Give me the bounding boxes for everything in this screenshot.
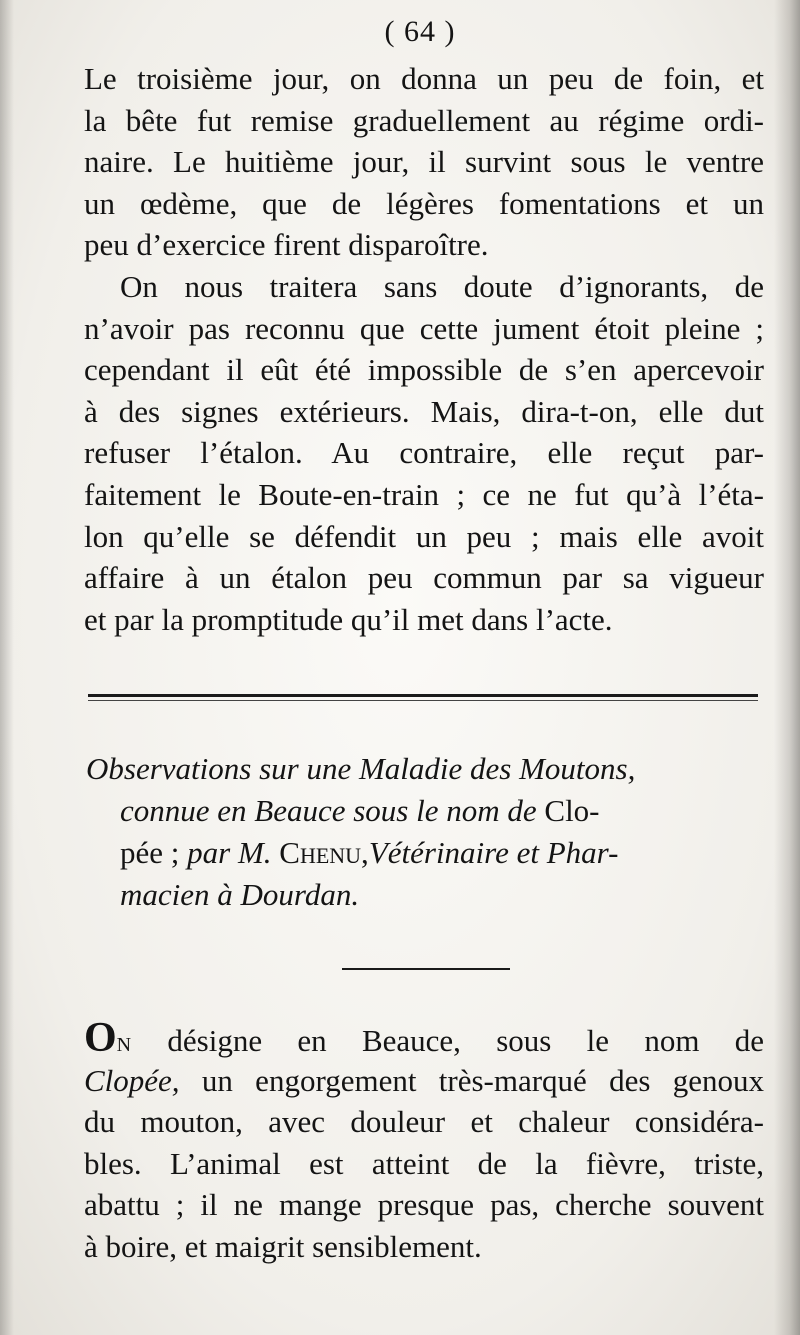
heading-line-3 — [86, 832, 766, 874]
heading-line-1 — [86, 748, 766, 790]
paragraph-3-line: du mouton, avec douleur et chaleur considéra- — [84, 1104, 764, 1140]
paragraph-3-text: un engorgement très-marqué des genoux — [201, 1062, 764, 1098]
heading-title-text: Observations sur une Maladie des Moutons, — [86, 751, 636, 786]
drop-cap-rest: N — [116, 1034, 133, 1056]
page-number: ( 64 ) — [384, 15, 456, 48]
paragraph-2-line: refuser l’étalon. Au contraire, elle reçut par- — [84, 435, 764, 471]
heading-text-italic: connue en Beauce sous le nom de — [120, 793, 537, 828]
page-right-shadow — [774, 0, 800, 1335]
paragraph-3-line — [84, 1015, 764, 1061]
paragraph-1-line: peu d’exercice firent disparoître. — [84, 227, 489, 263]
paragraph-1-line: la bête fut remise graduellement au régime ordi- — [84, 102, 764, 138]
page-left-shadow — [0, 0, 14, 1335]
paragraph-3 — [84, 1015, 764, 1268]
paragraph-1 — [84, 58, 764, 266]
heading-text-roman: pée ; — [120, 835, 180, 870]
paragraph-2-line: à des signes extérieurs. Mais, dira-t-on, elle dut — [84, 393, 764, 429]
heading-line-4 — [86, 874, 766, 916]
paragraph-3-line — [84, 1060, 764, 1102]
paragraph-3-text: désigne en Beauce, sous le nom de — [167, 1023, 764, 1058]
paragraph-2-line: faitement le Boute-en-train ; ce ne fut qu’à l’éta- — [84, 476, 764, 512]
heading-text-italic: Vétérinaire et Phar- — [368, 835, 619, 870]
section-divider-thin — [88, 700, 758, 701]
paragraph-3-line: abattu ; il ne mange presque pas, cherche souvent — [84, 1187, 764, 1223]
heading-underline — [342, 968, 510, 970]
paragraph-2 — [84, 266, 764, 640]
heading-text-italic: par M. — [187, 835, 272, 870]
heading-text-italic: macien à Dourdan. — [120, 877, 360, 912]
paragraph-2-line: lon qu’elle se défendit un peu ; mais elle avoit — [84, 518, 764, 554]
paragraph-2-line: cependant il eût été impossible de s’en apercevoir — [84, 352, 764, 388]
paragraph-1-line: Le troisième jour, on donna un peu de foin, et — [84, 61, 764, 96]
paragraph-2-line: affaire à un étalon peu commun par sa vigueur — [84, 560, 764, 596]
heading-text-roman: Clo- — [544, 793, 600, 828]
section-heading — [86, 748, 766, 916]
drop-cap: O — [84, 1015, 117, 1061]
author-name: Chenu, — [279, 835, 369, 870]
heading-line-2 — [86, 790, 766, 832]
paragraph-2-line: et par la promptitude qu’il met dans l’acte. — [84, 601, 613, 637]
section-divider-thick — [88, 694, 758, 697]
paragraph-1-line: naire. Le huitième jour, il survint sous le ventre — [84, 144, 764, 180]
paragraph-2-line: On nous traitera sans doute d’ignorants, de — [120, 269, 764, 304]
paragraph-3-line: bles. L’animal est atteint de la fièvre, triste, — [84, 1145, 764, 1181]
paragraph-3-line: à boire, et maigrit sensiblement. — [84, 1228, 482, 1264]
paragraph-1-line: un œdème, que de légères fomentations et un — [84, 185, 764, 221]
term-clopee: Clopée, — [84, 1062, 180, 1098]
paragraph-2-line: n’avoir pas reconnu que cette jument étoit pleine ; — [84, 310, 764, 346]
